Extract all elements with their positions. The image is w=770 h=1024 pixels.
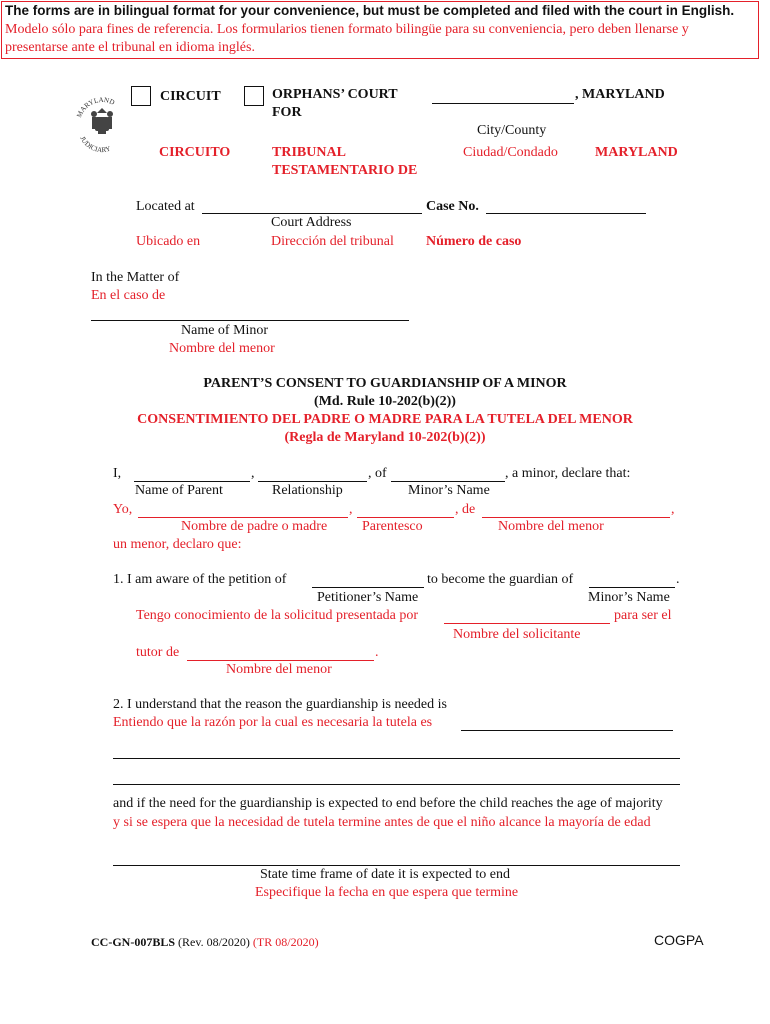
declaration-comma-es: ,	[349, 502, 353, 517]
item1-es-a: Tengo conocimiento de la solicitud presentada por	[136, 608, 419, 623]
circuito-label: CIRCUITO	[159, 145, 231, 160]
item1-minors-name-caption: Minor’s Name	[588, 590, 670, 605]
maryland-label: , MARYLAND	[575, 87, 665, 102]
item1-text-b: to become the guardian of	[427, 572, 574, 587]
reason-input-1[interactable]	[461, 730, 673, 731]
ciudad-condado-caption: Ciudad/Condado	[463, 145, 558, 160]
circuit-label: CIRCUIT	[160, 89, 221, 104]
petitioner-name-input[interactable]	[312, 587, 424, 588]
tribunal-label: TRIBUNAL	[272, 145, 346, 160]
declaration-yo: Yo,	[113, 502, 133, 517]
declaration-comma: ,	[251, 466, 255, 481]
in-the-matter-of-label: In the Matter of	[91, 270, 180, 285]
form-title-en: PARENT’S CONSENT TO GUARDIANSHIP OF A MINOR	[203, 376, 567, 391]
form-title-es: CONSENTIMIENTO DEL PADRE O MADRE PARA LA TUTELA DEL MENOR	[137, 412, 633, 427]
svg-text:JUDICIARY	[78, 135, 111, 154]
time-frame-caption-es: Especifique la fecha en que espera que termine	[255, 885, 519, 900]
item1-es-b: para ser el	[614, 608, 672, 623]
item2-end-es: y si se espera que la necesidad de tutela termine antes de que el niño alcance la mayoría de edad	[113, 815, 651, 830]
nombre-solicitante-caption: Nombre del solicitante	[453, 627, 581, 642]
parentesco-input[interactable]	[357, 517, 454, 518]
seal-text-bottom: JUDICIARY	[78, 135, 112, 155]
declaration-comma-es-2: ,	[671, 502, 675, 517]
bilingual-notice-box	[1, 1, 759, 59]
direccion-tribunal-caption: Dirección del tribunal	[271, 234, 394, 249]
circuit-court-checkbox[interactable]	[131, 86, 151, 106]
nombre-solicitante-input[interactable]	[444, 623, 610, 624]
item2-text-en: 2. I understand that the reason the guardianship is needed is	[113, 697, 447, 712]
orphans-court-for-label: FOR	[272, 105, 302, 120]
item2-text-es: Entiendo que la razón por la cual es necesaria la tutela es	[113, 715, 433, 730]
petitioner-name-caption: Petitioner’s Name	[317, 590, 419, 605]
nombre-menor-caption-decl: Nombre del menor	[498, 519, 604, 534]
parent-name-input[interactable]	[134, 481, 250, 482]
orphans-court-checkbox[interactable]	[244, 86, 264, 106]
city-county-caption: City/County	[477, 123, 547, 138]
name-of-parent-caption: Name of Parent	[135, 483, 223, 498]
time-frame-caption-en: State time frame of date it is expected to end	[260, 867, 510, 882]
orphans-court-label: ORPHANS’ COURT	[272, 87, 398, 102]
en-el-caso-de-label: En el caso de	[91, 288, 166, 303]
declaration-of: , of	[368, 466, 387, 481]
item1-text-a: 1. I am aware of the petition of	[113, 572, 287, 587]
form-translation-rev: (TR 08/2020)	[252, 935, 319, 949]
relationship-caption: Relationship	[272, 483, 343, 498]
form-revision: (Rev. 08/2020)	[178, 935, 250, 949]
testamentario-label: TESTAMENTARIO DE	[272, 163, 418, 178]
reason-input-3[interactable]	[113, 784, 680, 785]
ubicado-en-label: Ubicado en	[136, 234, 201, 249]
court-address-caption: Court Address	[271, 215, 352, 230]
nombre-padre-input[interactable]	[138, 517, 348, 518]
notice-line-spanish-2: presentarse ante el tribunal en idioma inglés.	[5, 40, 255, 55]
minors-name-input[interactable]	[391, 481, 505, 482]
time-frame-input[interactable]	[113, 865, 680, 866]
maryland-es-label: MARYLAND	[595, 145, 678, 160]
form-rule-en: (Md. Rule 10-202(b)(2))	[314, 394, 456, 409]
located-at-label: Located at	[136, 199, 195, 214]
parentesco-caption: Parentesco	[362, 519, 423, 534]
form-rule-es: (Regla de Maryland 10-202(b)(2))	[284, 430, 486, 445]
nombre-menor-caption: Nombre del menor	[169, 341, 275, 356]
case-no-label: Case No.	[426, 199, 479, 214]
notice-line-spanish-1: Modelo sólo para fines de referencia. Los formularios tienen formato bilingüe para su conveniencia, pero deben llenarse y	[5, 22, 689, 37]
item1-period: .	[676, 572, 680, 587]
numero-caso-label: Número de caso	[426, 234, 522, 249]
form-code: COGPA	[654, 932, 704, 948]
item1-minors-name-input[interactable]	[589, 587, 675, 588]
tutor-de-period: .	[375, 645, 379, 660]
item2-end-en: and if the need for the guardianship is expected to end before the child reaches the age of majority	[113, 796, 663, 811]
un-menor-declaro: un menor, declaro que:	[113, 537, 242, 552]
declaration-minor-declare: , a minor, declare that:	[505, 466, 631, 481]
maryland-judiciary-seal-icon	[74, 84, 130, 164]
court-address-input[interactable]	[202, 213, 422, 214]
tutor-de-label: tutor de	[136, 645, 180, 660]
declaration-de: , de	[455, 502, 476, 517]
nombre-padre-caption: Nombre de padre o madre	[181, 519, 328, 534]
case-number-input[interactable]	[486, 213, 646, 214]
tutor-nombre-menor-caption: Nombre del menor	[226, 662, 332, 677]
name-of-minor-caption: Name of Minor	[181, 323, 269, 338]
form-number: CC-GN-007BLS	[91, 935, 176, 949]
reason-input-2[interactable]	[113, 758, 680, 759]
seal-text-top: MARYLAND	[75, 95, 116, 119]
nombre-menor-input[interactable]	[482, 517, 670, 518]
notice-line-english: The forms are in bilingual format for your convenience, but must be completed and filed with the court in English.	[5, 3, 735, 18]
minor-name-input[interactable]	[91, 320, 409, 321]
declaration-i: I,	[113, 466, 122, 481]
tutor-de-input[interactable]	[187, 660, 374, 661]
relationship-input[interactable]	[258, 481, 367, 482]
city-county-input[interactable]	[432, 103, 574, 104]
form-footer	[91, 935, 319, 949]
minors-name-caption: Minor’s Name	[408, 483, 490, 498]
